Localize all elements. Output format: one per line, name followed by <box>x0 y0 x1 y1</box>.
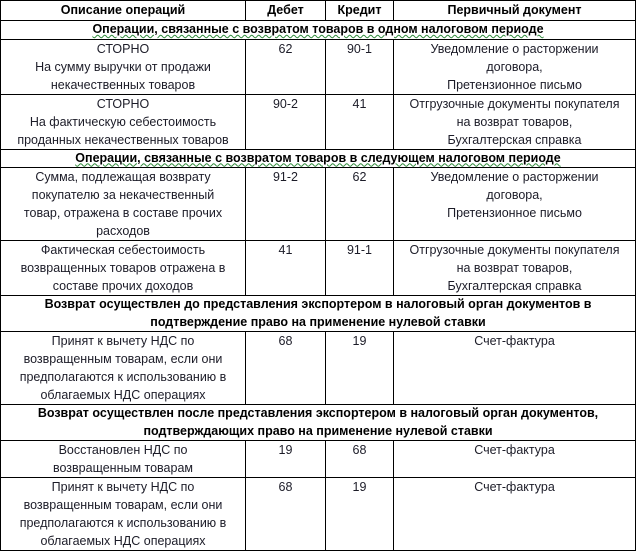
cell-description: Сумма, подлежащая возврату покупателю за некачественный товар, отражена в составе прочих расходов <box>1 168 246 241</box>
section-header-text: Операции, связанные с возвратом товаров в следующем налоговом периоде <box>1 149 636 168</box>
column-header-document: Первичный документ <box>394 1 636 21</box>
table-header-row <box>1 1 636 21</box>
cell-document: Уведомление о расторжении договора, Претензионное письмо <box>394 39 636 94</box>
cell-debit: 68 <box>246 478 326 551</box>
cell-debit: 41 <box>246 241 326 296</box>
cell-credit: 62 <box>326 168 394 241</box>
cell-description: Принят к вычету НДС по возвращенным товарам, если они предполагаются к использованию в облагаемых НДС операциях <box>1 478 246 551</box>
cell-debit: 62 <box>246 39 326 94</box>
column-header-debit: Дебет <box>246 1 326 21</box>
cell-debit: 91-2 <box>246 168 326 241</box>
table-header <box>1 1 636 21</box>
section-header-text: Операции, связанные с возвратом товаров в одном налоговом периоде <box>1 21 636 40</box>
column-header-credit: Кредит <box>326 1 394 21</box>
cell-document: Счет-фактура <box>394 478 636 551</box>
table-row <box>1 478 636 551</box>
table-section-header-row <box>1 405 636 441</box>
table-section-header-row <box>1 21 636 40</box>
cell-debit: 19 <box>246 441 326 478</box>
cell-document: Уведомление о расторжении договора, Претензионное письмо <box>394 168 636 241</box>
cell-document: Счет-фактура <box>394 441 636 478</box>
cell-credit: 68 <box>326 441 394 478</box>
section-header-text: Возврат осуществлен после представления экспортером в налоговый орган документов, подтверждающих право на применение нулевой ставки <box>1 405 636 441</box>
table-section-header-row <box>1 149 636 168</box>
cell-description: СТОРНО На фактическую себестоимость проданных некачественных товаров <box>1 94 246 149</box>
cell-credit: 19 <box>326 332 394 405</box>
cell-document: Счет-фактура <box>394 332 636 405</box>
table-body <box>1 21 636 551</box>
table-row <box>1 168 636 241</box>
cell-credit: 91-1 <box>326 241 394 296</box>
cell-document: Отгрузочные документы покупателя на возврат товаров, Бухгалтерская справка <box>394 241 636 296</box>
table-row <box>1 441 636 478</box>
table-row <box>1 241 636 296</box>
column-header-description: Описание операций <box>1 1 246 21</box>
cell-debit: 68 <box>246 332 326 405</box>
cell-description: Фактическая себестоимость возвращенных товаров отражена в составе прочих доходов <box>1 241 246 296</box>
table-section-header-row <box>1 296 636 332</box>
cell-description: Принят к вычету НДС по возвращенным товарам, если они предполагаются к использованию в облагаемых НДС операциях <box>1 332 246 405</box>
cell-credit: 19 <box>326 478 394 551</box>
cell-credit: 41 <box>326 94 394 149</box>
cell-debit: 90-2 <box>246 94 326 149</box>
cell-credit: 90-1 <box>326 39 394 94</box>
table-row <box>1 332 636 405</box>
cell-description: СТОРНО На сумму выручки от продажи некачественных товаров <box>1 39 246 94</box>
table-row <box>1 39 636 94</box>
cell-description: Восстановлен НДС по возвращенным товарам <box>1 441 246 478</box>
section-header-text: Возврат осуществлен до представления экспортером в налоговый орган документов в подтверждение право на применение нулевой ставки <box>1 296 636 332</box>
cell-document: Отгрузочные документы покупателя на возврат товаров, Бухгалтерская справка <box>394 94 636 149</box>
table-row <box>1 94 636 149</box>
